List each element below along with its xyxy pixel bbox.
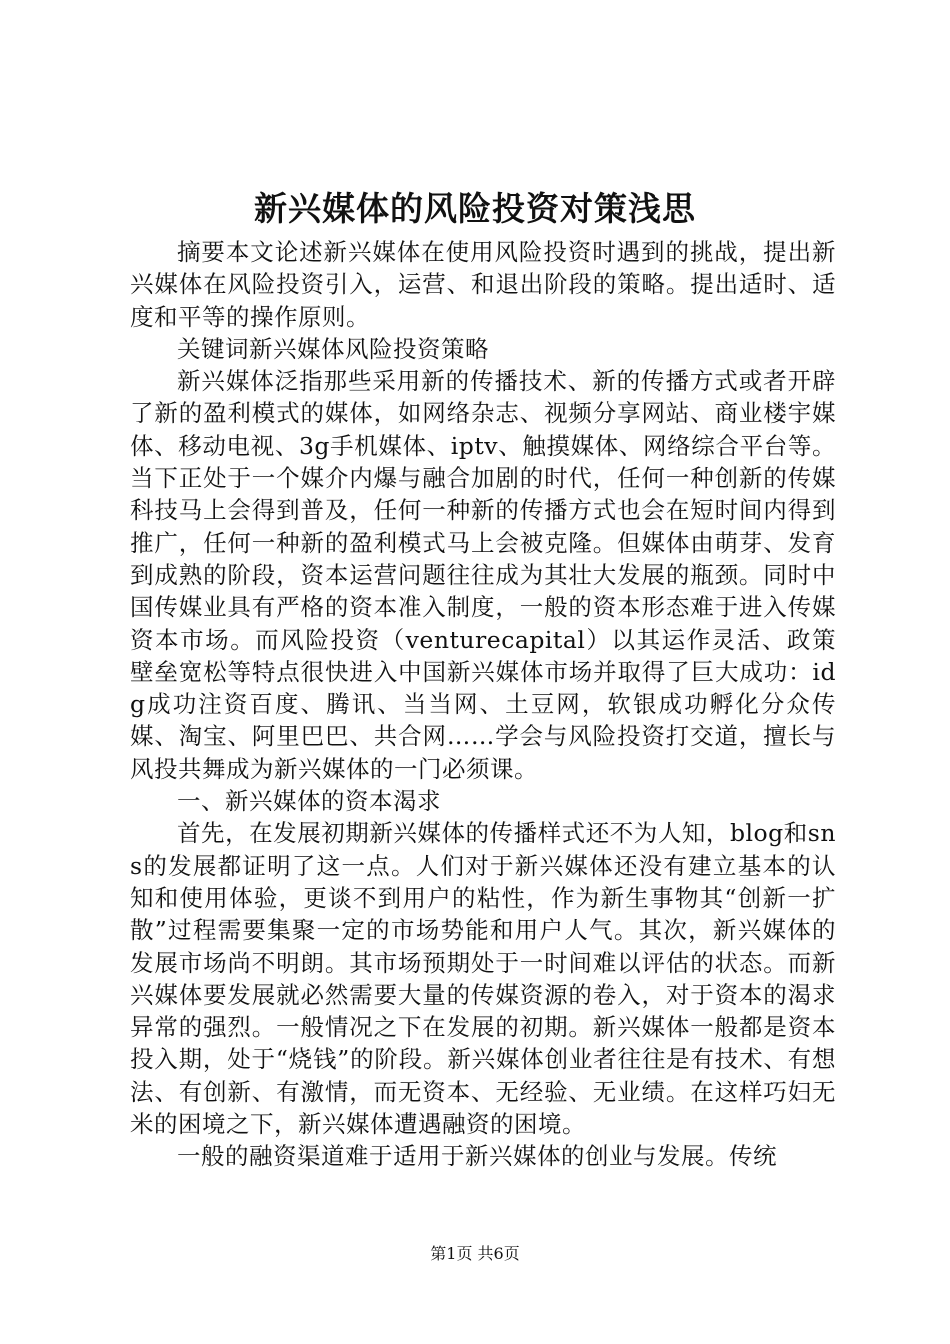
abstract-paragraph: 摘要本文论述新兴媒体在使用风险投资时遇到的挑战，提出新兴媒体在风险投资引入，运营、和退出阶段的策略。提出适时、适度和平等的操作原则。 [130, 238, 836, 331]
intro-paragraph: 新兴媒体泛指那些采用新的传播技术、新的传播方式或者开辟了新的盈利模式的媒体，如网络杂志、视频分享网站、商业楼宇媒体、移动电视、3g手机媒体、iptv、触摸媒体、网络综合平台等。当下正处于一个媒介内爆与融合加剧的时代，任何一种创新的传媒科技马上会得到普及，任何一种新的传播方式也会在短时间内得到推广，任何一种新的盈利模式马上会被克隆。但媒体由萌芽、发育到成熟的阶段，资本运营问题往往成为其壮大发展的瓶颈。同时中国传媒业具有严格的资本准入制度，一般的资本形态难于进入传媒资本市场。而风险投资（venturecapital）以其运作灵活、政策壁垒宽松等特点很快进入中国新兴媒体市场并取得了巨大成功：idg成功注资百度、腾讯、当当网、土豆网，软银成功孵化分众传媒、淘宝、阿里巴巴、共合网……学会与风险投资打交道，擅长与风投共舞成为新兴媒体的一门必须课。 [130, 367, 836, 783]
document-body [130, 236, 836, 1173]
section-heading: 一、新兴媒体的资本渴求 [177, 787, 441, 816]
body-paragraph: 首先，在发展初期新兴媒体的传播样式还不为人知，blog和sns的发展都证明了这一点。人们对于新兴媒体还没有建立基本的认知和使用体验，更谈不到用户的粘性，作为新生事物其“创新一扩散”过程需要集聚一定的市场势能和用户人气。其次，新兴媒体的发展市场尚不明朗。其市场预期处于一时间难以评估的状态。而新兴媒体要发展就必然需要大量的传媒资源的卷入，对于资本的渴求异常的强烈。一般情况之下在发展的初期。新兴媒体一般都是资本投入期，处于“烧钱”的阶段。新兴媒体创业者往往是有技术、有想法、有创新、有激情，而无资本、无经验、无业绩。在这样巧妇无米的困境之下，新兴媒体遭遇融资的困境。 [130, 819, 836, 1139]
body-paragraph: 一般的融资渠道难于适用于新兴媒体的创业与发展。传统 [177, 1142, 777, 1171]
page-number-footer: 第1页 共6页 [430, 1244, 520, 1263]
document-title: 新兴媒体的风险投资对策浅思 [254, 189, 696, 228]
keywords-paragraph: 关键词新兴媒体风险投资策略 [177, 334, 489, 363]
